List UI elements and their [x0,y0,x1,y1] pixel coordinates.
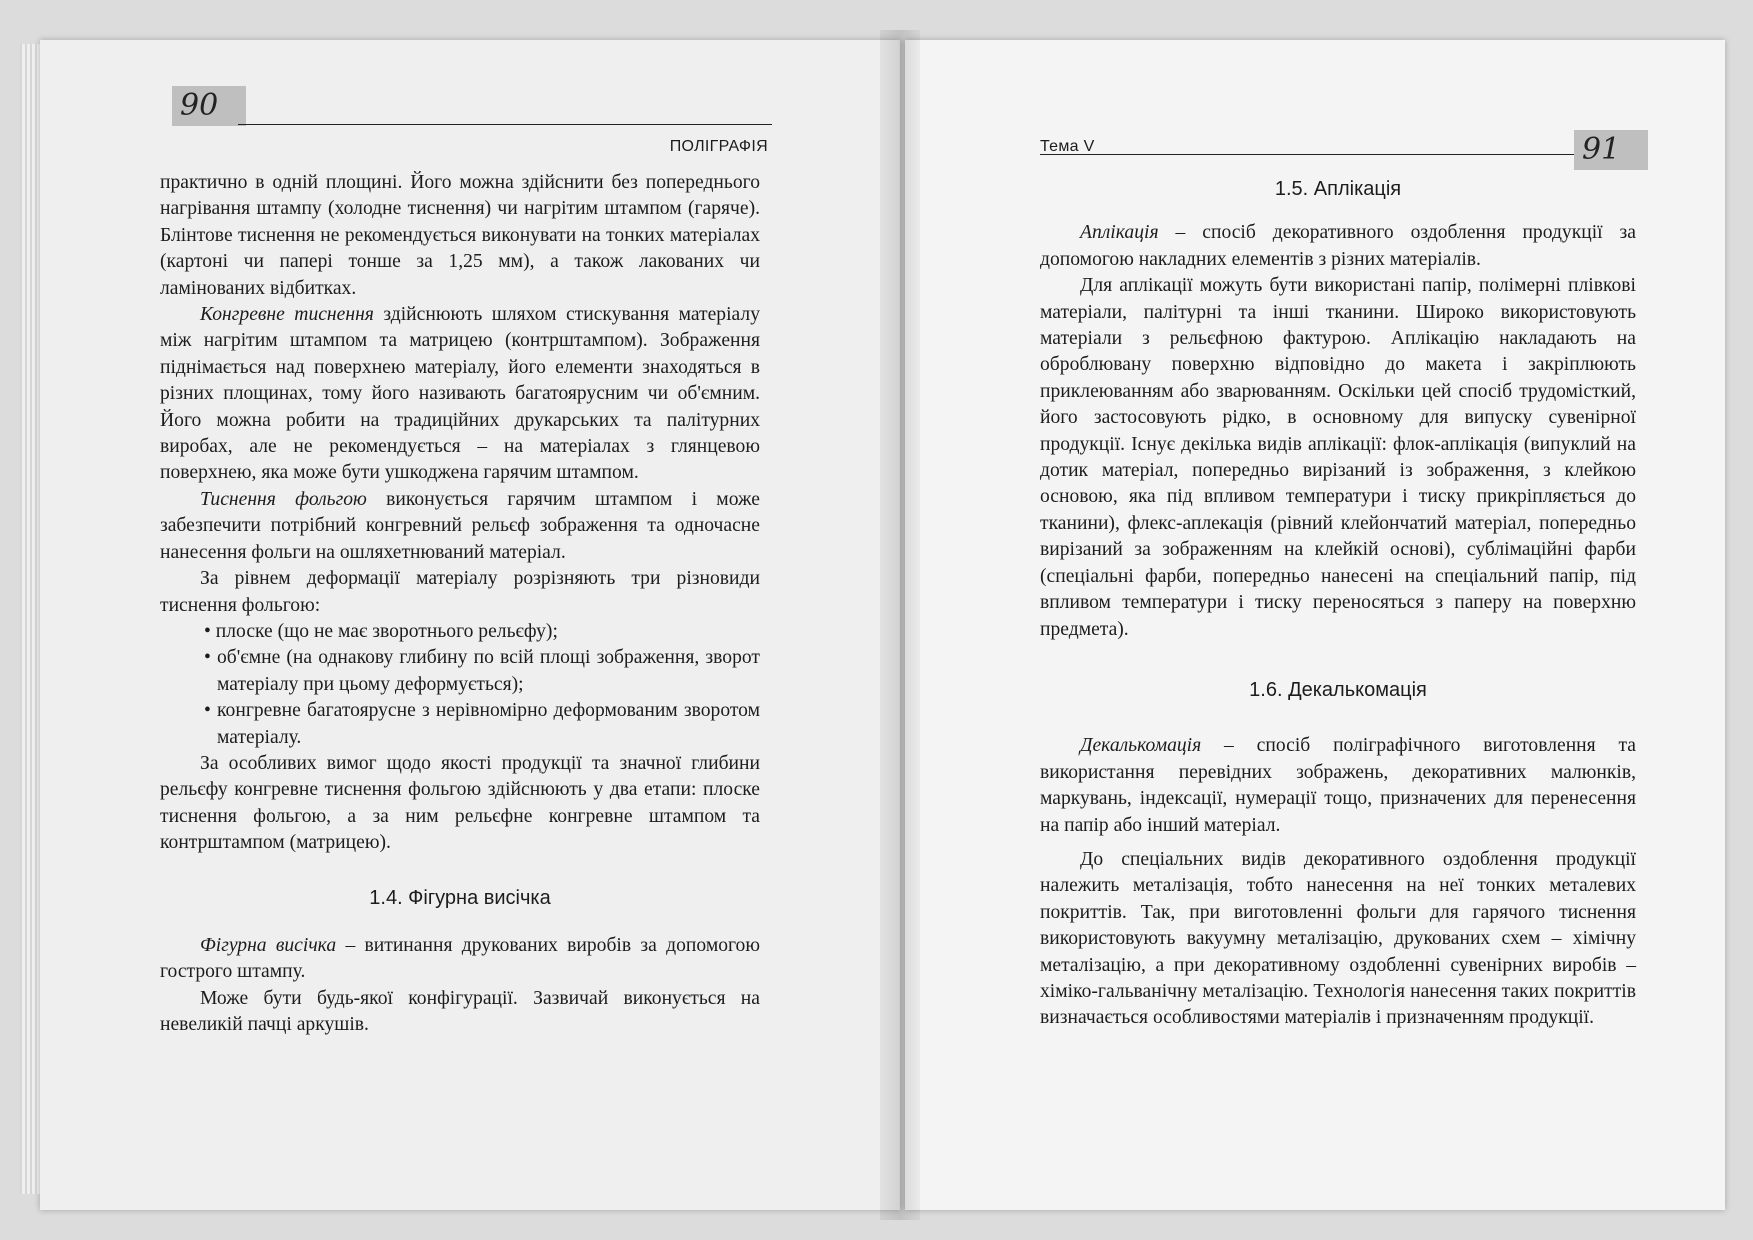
list-item: • плоске (що не має зворотнього рельєфу); [160,619,760,645]
right-page-text [1040,176,1636,1032]
right-page-header [1040,86,1640,167]
left-header-rule [238,124,772,125]
paragraph: практично в одній площині. Його можна здійснити без попереднього нагрівання штампу (холодне тиснення) чи нагрітим штампом (гаряче). Блінтове тиснення не рекомендується виконувати на тонких матеріалах (картоні чи папері тонше за 1,25 мм), а також лакованих чи ламінованих відбитках. [160,172,760,299]
term: Конгревне тиснення [200,304,374,326]
term: Декалькомація [1080,735,1202,757]
paragraph: За рівнем деформації матеріалу розрізняють три різновиди тиснення фольгою: [160,568,760,616]
right-header-rule [1040,154,1574,155]
section-heading: 1.6. Декалькомація [1249,678,1427,701]
left-page-text [160,170,760,1039]
term: Тиснення фольгою [200,488,367,510]
term: Фігурна висічка [200,934,337,956]
paragraph: Може бути будь-якої конфігурації. Зазвичай виконується на невеликій пачці аркушів. [160,987,760,1036]
paragraph: За особливих вимог щодо якості продукції та значної глибини рельєфу конгревне тиснення фольгою здійснюють у два етапи: плоске тиснення фольгою, а за ним рельєфне конгревне штампом та контрштампом (матрицею). [160,752,760,854]
right-running-head: Тема V [1040,138,1095,155]
term: Аплікація [1080,222,1159,244]
section-heading: 1.5. Аплікація [1274,178,1402,200]
paragraph: Декалькомація – спосіб поліграфічного виготовлення та використання перевідних зображень, декоративних малюнків, маркувань, індексації, нумерації тощо, призначених для перенесення на папір або інший матеріал. [1040,735,1636,836]
paragraph: Для аплікації можуть бути використані папір, полімерні плівкові матеріали, палітурні та інші тканини. Широко використовують матеріали з рельєфною фактурою. Аплікацію накладають на оброблювану поверхню відповідно до макета і закріплюють приклеюванням або зварюванням. Оскільки цей спосіб трудомісткий, його застосовують рідко, в основному для випуску сувенірної продукції. Існує декілька видів аплікації: флок-аплікація (випуклий на дотик матеріал, попередньо вирізаний із зображення, з клейкою основою, яка під впливом температури і тиску прикріпляється до тканини), флекс-аплекація (рівний клейончатий матеріал, попередньо вирізаний за зображенням на клейкій основі), сублімаційні фарби (спеціальні фарби, попередньо нанесені на спеціальний папір, під впливом температури і тиску переносяться з паперу на поверхню предмета). [1040,275,1636,640]
section-heading: 1.4. Фігурна висічка [369,886,551,909]
left-running-head: ПОЛІГРАФІЯ [669,138,768,155]
left-page-number: 90 [172,86,246,126]
paragraph: Аплікація – спосіб декоративного оздоблення продукції за допомогою накладних елементів з різних матеріалів. [1040,222,1636,270]
paragraph: Тиснення фольгою виконується гарячим штампом і може забезпечити потрібний конгревний рельєф зображення та одночасне нанесення фольги на ошляхетнюваний матеріал. [160,488,760,563]
paragraph: Фігурна висічка – витинання друкованих виробів за допомогою гострого штампу. [160,934,760,983]
paragraph: Конгревне тиснення здійснюють шляхом стискування матеріалу між нагрітим штампом та матрицею (контрштампом). Зображення піднімається над поверхнею матеріалу, його елементи знаходяться в різних площинах, тому його називають багатоярусним чи об'ємним. Його можна робити на традиційних друкарських та палітурних виробах, але не рекомендується – на матеріалах з глянцевою поверхнею, яка може бути ушкоджена гарячим штампом. [160,304,760,484]
paragraph: До спеціальних видів декоративного оздоблення продукції належить металізація, тобто нанесення на неї тонких металевих покриттів. Так, при виготовленні фольги для гарячого тиснення використовують вакуумну металізацію, друкованих схем – хімічну металізацію, а при декоративному оздобленні сувенірних виробів – хіміко-гальванічну металізацію. Технологія нанесення таких покриттів визначається особливостями матеріалів і призначенням продукції. [1040,848,1636,1029]
left-page-header [172,86,772,155]
list-item: • об'ємне (на однакову глибину по всій площі зображення, зворот матеріалу при цьому деформується); [160,645,760,698]
book-gutter [880,30,920,1220]
bullet-list [160,619,760,751]
list-item: • конгревне багатоярусне з нерівномірно деформованим зворотом матеріалу. [160,698,760,751]
right-page-number: 91 [1574,130,1648,170]
